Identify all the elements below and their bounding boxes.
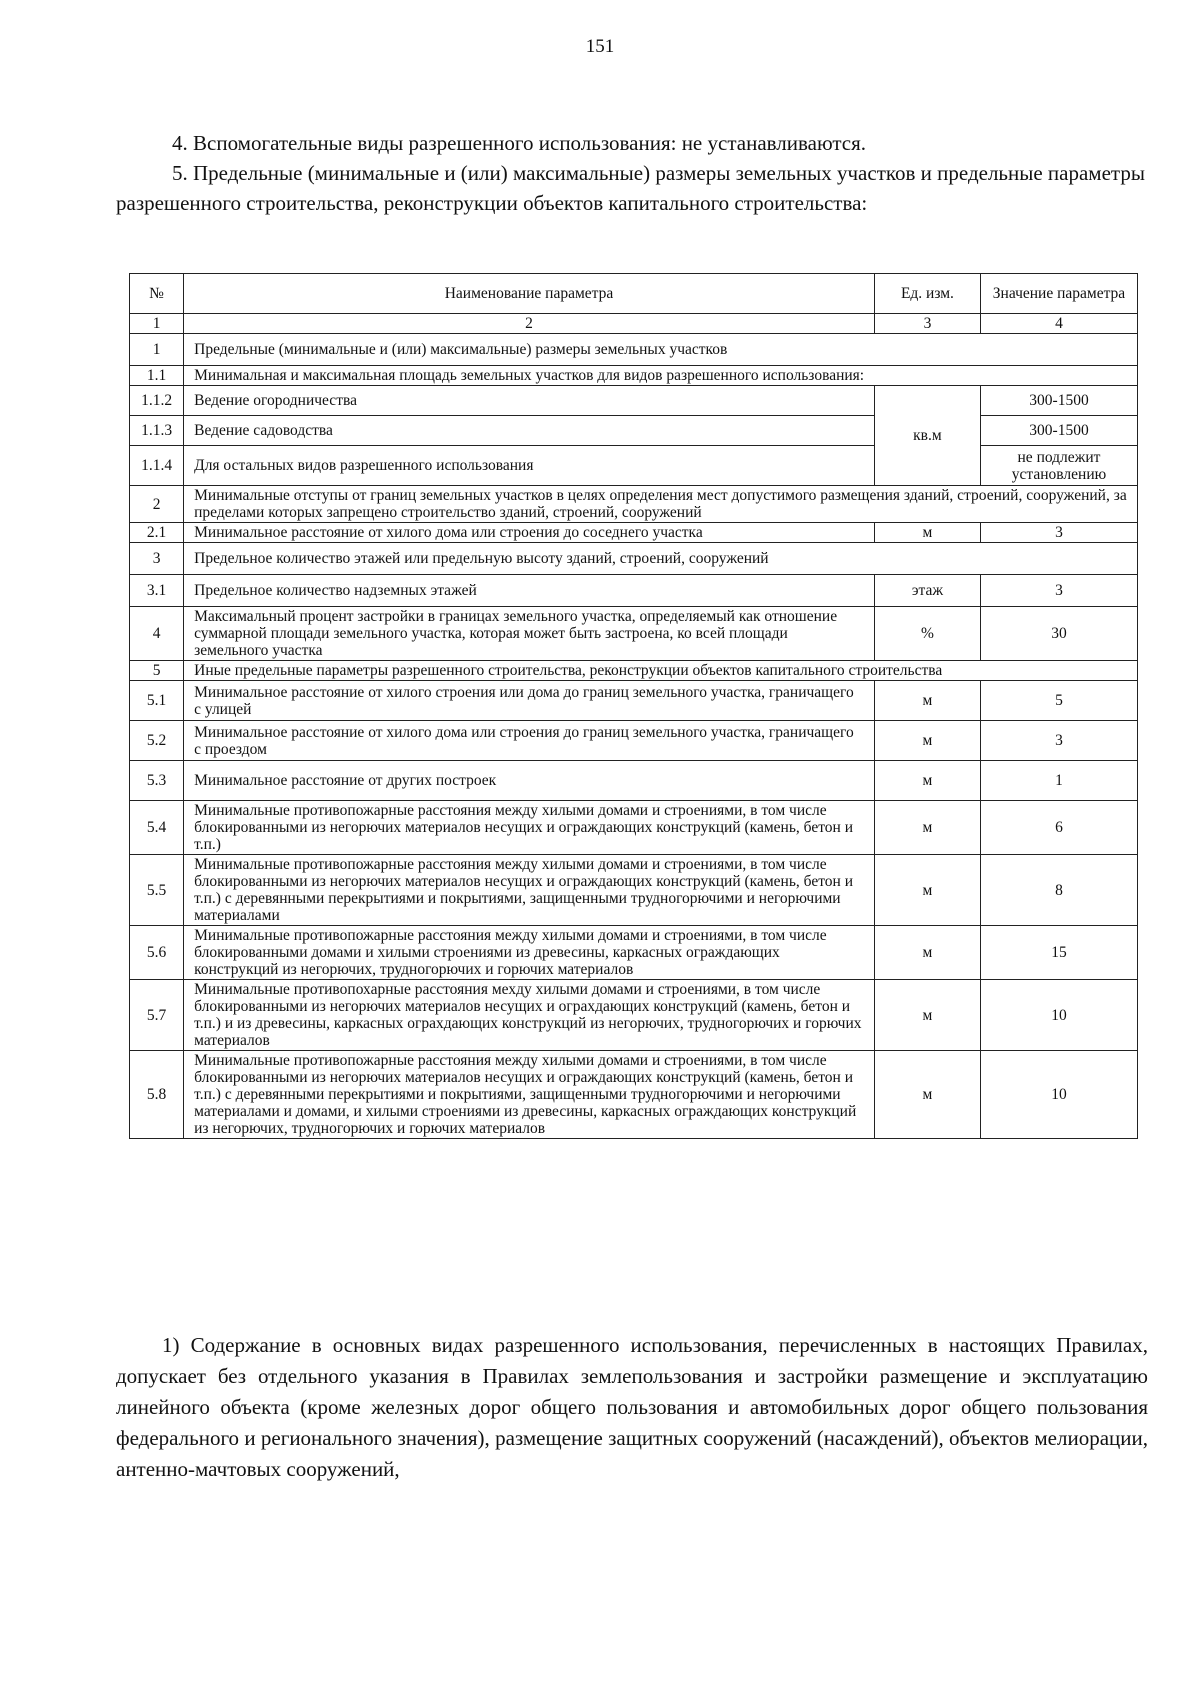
row-num: 2: [130, 486, 184, 523]
row-value: не подлежит установлению: [980, 446, 1137, 486]
row-num: 1: [130, 334, 184, 366]
row-unit: м: [874, 980, 980, 1051]
parameters-table: [129, 273, 1138, 1139]
row-num: 4: [130, 607, 184, 661]
row-num: 3.1: [130, 575, 184, 607]
row-num: 5.7: [130, 980, 184, 1051]
table-row: [130, 801, 1138, 855]
index-cell: 3: [874, 314, 980, 334]
row-num: 5.3: [130, 761, 184, 801]
row-name: Минимальное расстояние от хилого дома или строения до соседнего участка: [184, 523, 875, 543]
table-row: [130, 416, 1138, 446]
table-index-row: [130, 314, 1138, 334]
row-unit: %: [874, 607, 980, 661]
index-cell: 1: [130, 314, 184, 334]
table-row: [130, 366, 1138, 386]
header-value: Значение параметра: [980, 274, 1137, 314]
row-name: Минимальные противопожарные расстояния между хилыми домами и строениями, в том числе блокированными из негорючих материалов несущих и ограждающих конструкций (камень, бетон и т.п.) с деревянными перекрытиями и покрытиями, защищенными трудногорючими и негорючими материалами: [184, 855, 875, 926]
row-num: 5.8: [130, 1051, 184, 1139]
row-value: 8: [980, 855, 1137, 926]
row-value: 1: [980, 761, 1137, 801]
table-row: [130, 334, 1138, 366]
row-value: 3: [980, 721, 1137, 761]
paragraph-5: 5. Предельные (минимальные и (или) максимальные) размеры земельных участков и предельные параметры разрешенного строительства, реконструкции объектов капитального строительства:: [116, 161, 1145, 215]
table-row: [130, 980, 1138, 1051]
row-num: 1.1.2: [130, 386, 184, 416]
row-name: Минимальное расстояние от хилого дома или строения до границ земельного участка, граничащего с проездом: [184, 721, 875, 761]
index-cell: 2: [184, 314, 875, 334]
row-num: 5.2: [130, 721, 184, 761]
row-unit: м: [874, 926, 980, 980]
row-name: Минимальные противопожарные расстояния между хилыми домами и строениями, в том числе блокированными домами и хилыми строениями из древесины, каркасных ограждающих конструкций из негорючих, трудногорючих и горючих материалов: [184, 926, 875, 980]
row-unit: м: [874, 523, 980, 543]
table-header-row: [130, 274, 1138, 314]
table-row: [130, 661, 1138, 681]
header-name: Наименование параметра: [184, 274, 875, 314]
row-name: Минимальные отступы от границ земельных участков в целях определения мест допустимого размещения зданий, строений, сооружений, за пределами которых запрещено строительство зданий, строений, сооружений: [184, 486, 1138, 523]
header-num: №: [130, 274, 184, 314]
row-value: 15: [980, 926, 1137, 980]
table-row: [130, 926, 1138, 980]
row-value: 3: [980, 575, 1137, 607]
row-name: Предельные (минимальные и (или) максимальные) размеры земельных участков: [184, 334, 1138, 366]
table-row: [130, 761, 1138, 801]
table-row: [130, 681, 1138, 721]
table-row: [130, 607, 1138, 661]
row-name: Минимальные противопожарные расстояния между хилыми домами и строениями, в том числе блокированными из негорючих материалов несущих и ограждающих конструкций (камень, бетон и т.п.): [184, 801, 875, 855]
row-unit: м: [874, 761, 980, 801]
row-unit: м: [874, 721, 980, 761]
row-name: Минимальные противопохарные расстояния мехду хилыми домами и строениями, в том числе блокированными из негорючих материалов несущих и ограхдающих конструкций (камень, бетон и т.п.) и из древесины, каркасных ограхдающих конструкций из негорючих, трудногорючих и горючих материалов: [184, 980, 875, 1051]
row-name: Предельное количество этажей или предельную высоту зданий, строений, сооружений: [184, 543, 1138, 575]
table-row: [130, 721, 1138, 761]
row-num: 5.5: [130, 855, 184, 926]
row-name: Минимальное расстояние от хилого строения или дома до границ земельного участка, граничащего с улицей: [184, 681, 875, 721]
row-num: 1.1.3: [130, 416, 184, 446]
row-name: Ведение огородничества: [184, 386, 875, 416]
row-name: Максимальный процент застройки в границах земельного участка, определяемый как отношение суммарной площади земельного участка, которая может быть застроена, ко всей площади земельного участка: [184, 607, 875, 661]
row-name: Ведение садоводства: [184, 416, 875, 446]
page-number: 151: [585, 36, 615, 57]
row-num: 5.1: [130, 681, 184, 721]
row-unit: м: [874, 855, 980, 926]
row-name: Минимальное расстояние от других построек: [184, 761, 875, 801]
row-unit: этаж: [874, 575, 980, 607]
table-row: [130, 523, 1138, 543]
row-value: 10: [980, 1051, 1137, 1139]
table-row: [130, 1051, 1138, 1139]
footer-paragraph: 1) Содержание в основных видах разрешенного использования, перечисленных в настоящих Правилах, допускает без отдельного указания в Правилах землепользования и застройки размещение и эксплуатацию линейного объекта (кроме железных дорог общего пользования и автомобильных дорог общего пользования федерального и регионального значения), размещение защитных сооружений (насаждений), объектов мелиорации, антенно-мачтовых сооружений,: [116, 1333, 1148, 1481]
row-num: 5.4: [130, 801, 184, 855]
row-name: Для остальных видов разрешенного использования: [184, 446, 875, 486]
table-row: [130, 486, 1138, 523]
row-num: 1.1.4: [130, 446, 184, 486]
row-unit: м: [874, 1051, 980, 1139]
row-unit: кв.м: [874, 386, 980, 486]
row-num: 5.6: [130, 926, 184, 980]
row-value: 3: [980, 523, 1137, 543]
table-row: [130, 575, 1138, 607]
row-num: 1.1: [130, 366, 184, 386]
table-row: [130, 855, 1138, 926]
table-row: [130, 386, 1138, 416]
row-unit: м: [874, 801, 980, 855]
intro-section: [116, 128, 1148, 218]
row-name: Предельное количество надземных этажей: [184, 575, 875, 607]
row-num: 3: [130, 543, 184, 575]
row-value: 300-1500: [980, 386, 1137, 416]
row-value: 10: [980, 980, 1137, 1051]
row-value: 300-1500: [980, 416, 1137, 446]
row-name: Иные предельные параметры разрешенного строительства, реконструкции объектов капитального строительства: [184, 661, 1138, 681]
row-name: Минимальная и максимальная площадь земельных участков для видов разрешенного использования:: [184, 366, 1138, 386]
index-cell: 4: [980, 314, 1137, 334]
table-row: [130, 543, 1138, 575]
row-num: 2.1: [130, 523, 184, 543]
table-row: [130, 446, 1138, 486]
paragraph-4: 4. Вспомогательные виды разрешенного использования: не устанавливаются.: [172, 131, 867, 155]
row-value: 5: [980, 681, 1137, 721]
row-num: 5: [130, 661, 184, 681]
header-unit: Ед. изм.: [874, 274, 980, 314]
row-unit: м: [874, 681, 980, 721]
footer-section: [116, 1330, 1148, 1485]
row-value: 6: [980, 801, 1137, 855]
row-value: 30: [980, 607, 1137, 661]
row-name: Минимальные противопожарные расстояния между хилыми домами и строениями, в том числе блокированными из негорючих материалов несущих и ограждающих конструкций (камень, бетон и т.п.) с деревянными перекрытиями и покрытиями, защищенными трудногорючими и негорючими материалами и домами, и хилыми строениями из древесины, каркасных ограждающих конструкций из негорючих, трудногорючих и горючих материалов: [184, 1051, 875, 1139]
